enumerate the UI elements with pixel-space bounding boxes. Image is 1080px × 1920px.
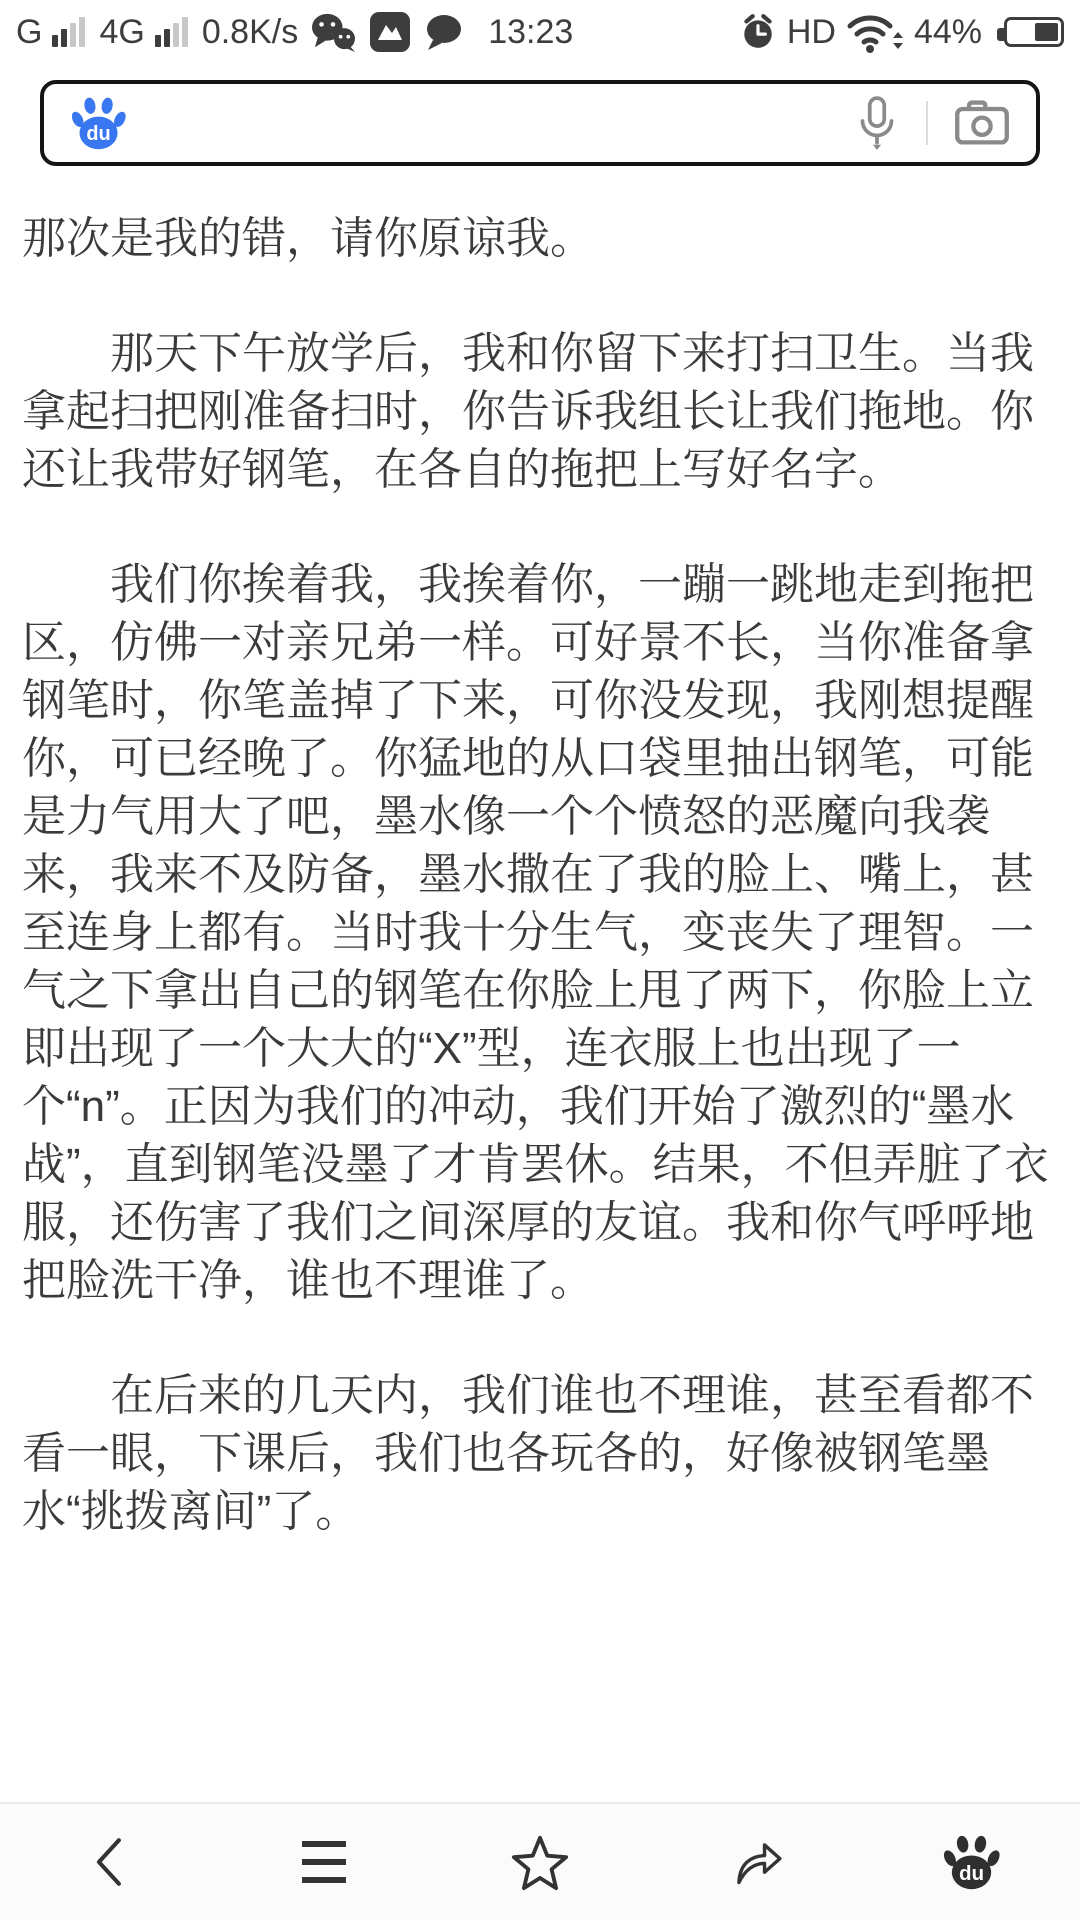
battery-icon <box>1004 17 1064 47</box>
network-speed: 0.8K/s <box>201 12 299 51</box>
sim2-network-type: 4G <box>99 12 145 51</box>
bottom-toolbar <box>0 1802 1080 1920</box>
paragraph-1: 那次是我的错，请你原谅我。 <box>22 214 594 263</box>
camera-search-icon[interactable] <box>954 99 1010 147</box>
paragraph-3: 我们你挨着我，我挨着你，一蹦一跳地走到拖把区，仿佛一对亲兄弟一样。可好景不长，当你准备拿钢笔时，你笔盖掉了下来，可你没发现，我刚想提醒你，可已经晚了。你猛地的从口袋里抽出钢笔，可能是力气用大了吧，墨水像一个个愤怒的恶魔向我袭来，我来不及防备，墨水撒在了我的脸上、嘴上，甚至连身上都有。当时我十分生气，变丧失了理智。一气之下拿出自己的钢笔在你脸上甩了两下，你脸上立即出现了一个大大的“X”型，连衣服上也出现了一个“n”。正因为我们的冲动，我们开始了激烈的“墨水战”，直到钢笔没墨了才肯罢休。结果，不但弄脏了衣服，还伤害了我们之间深厚的友谊。我和你气呼呼地把脸洗干净，谁也不理谁了。 <box>22 560 1049 1305</box>
star-icon <box>509 1832 571 1892</box>
status-bar-right <box>739 10 1064 54</box>
volte-hd-label: HD <box>786 12 836 51</box>
svg-text:du: du <box>86 123 111 146</box>
clock-time: 13:23 <box>488 12 574 51</box>
back-chevron-icon <box>88 1833 128 1891</box>
menu-button[interactable] <box>254 1804 394 1920</box>
sim1-network-type: G <box>16 12 43 51</box>
status-bar-left <box>16 10 573 54</box>
menu-lines-icon <box>292 1834 356 1890</box>
battery-percent: 44% <box>913 12 982 51</box>
paragraph-4: 在后来的几天内，我们谁也不理谁，甚至看都不看一眼，下课后，我们也各玩各的，好像被钢笔墨水“挑拨离间”了。 <box>22 1371 1034 1536</box>
svg-text:du: du <box>958 1861 985 1885</box>
share-button[interactable] <box>686 1804 826 1920</box>
wifi-icon <box>846 10 904 54</box>
wechat-notification-icon <box>308 11 358 53</box>
baidu-home-button[interactable] <box>902 1804 1042 1920</box>
paragraph-2: 那天下午放学后，我和你留下来打扫卫生。当我拿起扫把刚准备扫时，你告诉我组长让我们拖地。你还让我带好钢笔，在各自的拖把上写好名字。 <box>22 329 1034 494</box>
search-input[interactable] <box>40 80 1040 166</box>
article-content <box>0 176 1080 1541</box>
alarm-clock-icon <box>739 13 777 51</box>
baidu-paw-icon <box>942 1832 1002 1892</box>
baidu-logo-icon <box>70 94 128 152</box>
sim2-signal-icon <box>155 17 188 47</box>
search-divider <box>926 101 928 145</box>
gallery-notification-icon <box>368 10 412 54</box>
message-bubble-icon <box>422 12 466 52</box>
sim1-signal-icon <box>52 17 85 47</box>
back-button[interactable] <box>38 1804 178 1920</box>
share-arrow-icon <box>727 1832 785 1892</box>
favorite-button[interactable] <box>470 1804 610 1920</box>
microphone-icon[interactable] <box>854 94 900 152</box>
search-bar-row <box>0 64 1080 176</box>
status-bar <box>0 0 1080 64</box>
